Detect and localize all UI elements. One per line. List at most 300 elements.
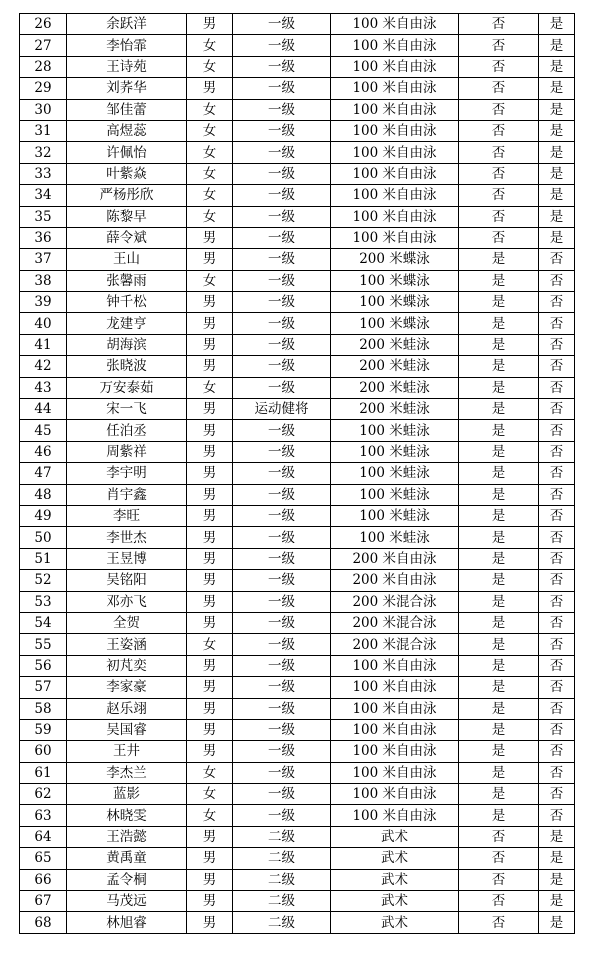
table-row	[20, 399, 575, 420]
cell-name: 李旺	[67, 505, 187, 526]
cell-flag-b: 否	[539, 270, 575, 291]
cell-flag-b: 否	[539, 698, 575, 719]
cell-name: 黄禹童	[67, 848, 187, 869]
cell-event: 100 米自由泳	[331, 120, 459, 141]
cell-number: 66	[20, 869, 67, 890]
cell-name: 张馨雨	[67, 270, 187, 291]
table-row	[20, 484, 575, 505]
cell-level: 一级	[233, 784, 331, 805]
cell-name: 王诗苑	[67, 56, 187, 77]
cell-number: 59	[20, 719, 67, 740]
cell-event: 武术	[331, 869, 459, 890]
cell-event: 100 米蛙泳	[331, 463, 459, 484]
cell-number: 52	[20, 570, 67, 591]
cell-flag-b: 否	[539, 570, 575, 591]
cell-level: 一级	[233, 14, 331, 35]
cell-event: 100 米自由泳	[331, 185, 459, 206]
cell-level: 一级	[233, 719, 331, 740]
document-page	[19, 13, 574, 934]
cell-flag-a: 是	[459, 548, 539, 569]
cell-name: 李杰兰	[67, 762, 187, 783]
cell-name: 全贺	[67, 612, 187, 633]
cell-flag-b: 否	[539, 356, 575, 377]
cell-flag-a: 是	[459, 356, 539, 377]
cell-event: 武术	[331, 891, 459, 912]
cell-sex: 男	[187, 420, 233, 441]
cell-sex: 女	[187, 185, 233, 206]
cell-flag-a: 是	[459, 527, 539, 548]
table-row	[20, 463, 575, 484]
cell-sex: 女	[187, 805, 233, 826]
cell-sex: 男	[187, 655, 233, 676]
table-row	[20, 527, 575, 548]
cell-name: 周紫祥	[67, 441, 187, 462]
cell-sex: 女	[187, 120, 233, 141]
cell-number: 43	[20, 377, 67, 398]
table-row	[20, 120, 575, 141]
cell-level: 一级	[233, 334, 331, 355]
cell-level: 二级	[233, 891, 331, 912]
cell-sex: 女	[187, 634, 233, 655]
cell-flag-a: 是	[459, 698, 539, 719]
cell-level: 一级	[233, 78, 331, 99]
cell-sex: 男	[187, 527, 233, 548]
cell-number: 39	[20, 292, 67, 313]
cell-level: 一级	[233, 612, 331, 633]
table-row	[20, 441, 575, 462]
cell-event: 100 米自由泳	[331, 762, 459, 783]
cell-event: 200 米蝶泳	[331, 249, 459, 270]
table-row	[20, 420, 575, 441]
cell-flag-a: 否	[459, 891, 539, 912]
cell-level: 一级	[233, 505, 331, 526]
cell-flag-b: 否	[539, 484, 575, 505]
cell-flag-a: 是	[459, 249, 539, 270]
cell-name: 王昱博	[67, 548, 187, 569]
cell-flag-a: 是	[459, 719, 539, 740]
cell-level: 一级	[233, 698, 331, 719]
cell-flag-b: 是	[539, 891, 575, 912]
cell-level: 一级	[233, 441, 331, 462]
table-row	[20, 570, 575, 591]
cell-level: 一级	[233, 142, 331, 163]
table-row	[20, 762, 575, 783]
cell-flag-b: 否	[539, 634, 575, 655]
cell-sex: 女	[187, 35, 233, 56]
cell-event: 武术	[331, 848, 459, 869]
cell-level: 二级	[233, 848, 331, 869]
cell-name: 林晓雯	[67, 805, 187, 826]
cell-sex: 女	[187, 163, 233, 184]
cell-event: 100 米自由泳	[331, 99, 459, 120]
cell-sex: 男	[187, 912, 233, 933]
table-row	[20, 869, 575, 890]
cell-number: 28	[20, 56, 67, 77]
table-row	[20, 56, 575, 77]
cell-flag-a: 否	[459, 120, 539, 141]
cell-level: 一级	[233, 677, 331, 698]
cell-number: 64	[20, 826, 67, 847]
cell-sex: 女	[187, 206, 233, 227]
cell-level: 二级	[233, 869, 331, 890]
cell-name: 赵乐翊	[67, 698, 187, 719]
cell-sex: 男	[187, 249, 233, 270]
cell-flag-b: 是	[539, 163, 575, 184]
cell-number: 27	[20, 35, 67, 56]
cell-level: 一级	[233, 35, 331, 56]
cell-name: 王浩懿	[67, 826, 187, 847]
cell-sex: 男	[187, 441, 233, 462]
cell-event: 200 米蛙泳	[331, 356, 459, 377]
cell-flag-a: 是	[459, 292, 539, 313]
cell-flag-a: 是	[459, 484, 539, 505]
cell-flag-a: 是	[459, 805, 539, 826]
cell-name: 严杨彤欣	[67, 185, 187, 206]
cell-level: 一级	[233, 270, 331, 291]
table-row	[20, 35, 575, 56]
cell-flag-b: 否	[539, 612, 575, 633]
cell-event: 武术	[331, 912, 459, 933]
cell-name: 薛令斌	[67, 227, 187, 248]
cell-sex: 男	[187, 227, 233, 248]
cell-event: 100 米自由泳	[331, 14, 459, 35]
cell-level: 一级	[233, 185, 331, 206]
table-row	[20, 227, 575, 248]
cell-number: 61	[20, 762, 67, 783]
cell-flag-b: 否	[539, 719, 575, 740]
cell-event: 100 米蛙泳	[331, 484, 459, 505]
cell-level: 一级	[233, 377, 331, 398]
cell-name: 邹佳蕾	[67, 99, 187, 120]
cell-number: 44	[20, 399, 67, 420]
cell-flag-a: 是	[459, 334, 539, 355]
cell-event: 200 米自由泳	[331, 570, 459, 591]
cell-name: 李怡霏	[67, 35, 187, 56]
cell-number: 49	[20, 505, 67, 526]
cell-event: 100 米自由泳	[331, 655, 459, 676]
cell-flag-a: 否	[459, 206, 539, 227]
cell-flag-b: 是	[539, 912, 575, 933]
cell-sex: 男	[187, 612, 233, 633]
cell-name: 刘荞华	[67, 78, 187, 99]
cell-number: 45	[20, 420, 67, 441]
cell-flag-a: 是	[459, 677, 539, 698]
table-row	[20, 206, 575, 227]
cell-flag-a: 否	[459, 185, 539, 206]
cell-level: 一级	[233, 805, 331, 826]
table-row	[20, 334, 575, 355]
cell-flag-b: 否	[539, 741, 575, 762]
cell-sex: 女	[187, 270, 233, 291]
cell-flag-b: 否	[539, 441, 575, 462]
cell-flag-b: 是	[539, 56, 575, 77]
cell-flag-b: 否	[539, 548, 575, 569]
cell-level: 一级	[233, 548, 331, 569]
cell-event: 100 米蛙泳	[331, 441, 459, 462]
cell-flag-a: 否	[459, 35, 539, 56]
cell-number: 57	[20, 677, 67, 698]
cell-name: 王井	[67, 741, 187, 762]
cell-name: 胡海滨	[67, 334, 187, 355]
cell-event: 200 米混合泳	[331, 591, 459, 612]
cell-flag-a: 是	[459, 270, 539, 291]
cell-flag-b: 是	[539, 99, 575, 120]
cell-name: 吴铭阳	[67, 570, 187, 591]
cell-level: 一级	[233, 206, 331, 227]
cell-sex: 男	[187, 399, 233, 420]
cell-event: 100 米自由泳	[331, 142, 459, 163]
table-row	[20, 505, 575, 526]
cell-level: 一级	[233, 463, 331, 484]
cell-level: 一级	[233, 655, 331, 676]
cell-number: 42	[20, 356, 67, 377]
cell-level: 一级	[233, 420, 331, 441]
cell-name: 余跃洋	[67, 14, 187, 35]
cell-flag-b: 是	[539, 227, 575, 248]
cell-event: 200 米蛙泳	[331, 334, 459, 355]
cell-level: 二级	[233, 826, 331, 847]
cell-name: 叶紫焱	[67, 163, 187, 184]
cell-sex: 男	[187, 78, 233, 99]
cell-sex: 女	[187, 762, 233, 783]
cell-number: 68	[20, 912, 67, 933]
cell-number: 58	[20, 698, 67, 719]
cell-name: 龙建亨	[67, 313, 187, 334]
cell-name: 蓝影	[67, 784, 187, 805]
cell-flag-a: 是	[459, 784, 539, 805]
cell-name: 林旭睿	[67, 912, 187, 933]
cell-flag-b: 是	[539, 78, 575, 99]
cell-event: 100 米自由泳	[331, 163, 459, 184]
cell-sex: 女	[187, 142, 233, 163]
cell-sex: 男	[187, 719, 233, 740]
table-row	[20, 591, 575, 612]
cell-flag-b: 是	[539, 14, 575, 35]
table-row	[20, 634, 575, 655]
cell-name: 李世杰	[67, 527, 187, 548]
table-row	[20, 719, 575, 740]
cell-number: 31	[20, 120, 67, 141]
cell-flag-a: 是	[459, 420, 539, 441]
cell-sex: 女	[187, 377, 233, 398]
cell-name: 初芃奕	[67, 655, 187, 676]
table-row	[20, 313, 575, 334]
cell-event: 100 米蝶泳	[331, 292, 459, 313]
cell-flag-b: 否	[539, 249, 575, 270]
cell-name: 宋一飞	[67, 399, 187, 420]
cell-number: 29	[20, 78, 67, 99]
cell-event: 200 米混合泳	[331, 612, 459, 633]
cell-number: 62	[20, 784, 67, 805]
cell-level: 一级	[233, 120, 331, 141]
cell-flag-a: 否	[459, 14, 539, 35]
cell-flag-b: 是	[539, 120, 575, 141]
cell-flag-a: 否	[459, 56, 539, 77]
cell-name: 许佩怡	[67, 142, 187, 163]
cell-flag-a: 是	[459, 505, 539, 526]
cell-flag-b: 否	[539, 463, 575, 484]
cell-number: 38	[20, 270, 67, 291]
cell-name: 李家豪	[67, 677, 187, 698]
cell-flag-a: 否	[459, 826, 539, 847]
cell-event: 100 米自由泳	[331, 805, 459, 826]
cell-level: 一级	[233, 570, 331, 591]
cell-level: 一级	[233, 591, 331, 612]
cell-name: 李宇明	[67, 463, 187, 484]
cell-flag-a: 否	[459, 163, 539, 184]
cell-sex: 男	[187, 677, 233, 698]
cell-flag-b: 否	[539, 505, 575, 526]
cell-event: 100 米蛙泳	[331, 505, 459, 526]
table-row	[20, 698, 575, 719]
cell-level: 一级	[233, 99, 331, 120]
cell-number: 54	[20, 612, 67, 633]
cell-number: 34	[20, 185, 67, 206]
cell-number: 26	[20, 14, 67, 35]
cell-name: 万安泰茹	[67, 377, 187, 398]
cell-number: 36	[20, 227, 67, 248]
cell-event: 100 米自由泳	[331, 719, 459, 740]
cell-flag-a: 是	[459, 313, 539, 334]
cell-number: 32	[20, 142, 67, 163]
cell-number: 63	[20, 805, 67, 826]
table-row	[20, 741, 575, 762]
table-row	[20, 249, 575, 270]
cell-event: 100 米自由泳	[331, 56, 459, 77]
cell-name: 吴国睿	[67, 719, 187, 740]
table-row	[20, 99, 575, 120]
cell-flag-b: 否	[539, 655, 575, 676]
athlete-roster-table	[19, 13, 575, 934]
cell-event: 100 米自由泳	[331, 698, 459, 719]
cell-sex: 男	[187, 698, 233, 719]
cell-number: 67	[20, 891, 67, 912]
cell-flag-b: 是	[539, 185, 575, 206]
cell-level: 一级	[233, 163, 331, 184]
cell-level: 二级	[233, 912, 331, 933]
cell-sex: 女	[187, 56, 233, 77]
table-row	[20, 548, 575, 569]
cell-name: 邓亦飞	[67, 591, 187, 612]
cell-flag-a: 否	[459, 869, 539, 890]
cell-flag-a: 是	[459, 463, 539, 484]
cell-flag-a: 否	[459, 142, 539, 163]
cell-sex: 男	[187, 826, 233, 847]
cell-event: 100 米自由泳	[331, 677, 459, 698]
table-row	[20, 270, 575, 291]
table-row	[20, 677, 575, 698]
cell-number: 40	[20, 313, 67, 334]
cell-flag-a: 是	[459, 377, 539, 398]
cell-name: 钟千松	[67, 292, 187, 313]
table-body	[20, 14, 575, 934]
table-row	[20, 848, 575, 869]
cell-flag-a: 是	[459, 762, 539, 783]
cell-event: 200 米蛙泳	[331, 399, 459, 420]
cell-level: 一级	[233, 634, 331, 655]
table-row	[20, 163, 575, 184]
cell-flag-a: 是	[459, 612, 539, 633]
cell-level: 一级	[233, 292, 331, 313]
cell-flag-b: 否	[539, 377, 575, 398]
cell-sex: 男	[187, 356, 233, 377]
cell-number: 33	[20, 163, 67, 184]
cell-number: 56	[20, 655, 67, 676]
cell-number: 55	[20, 634, 67, 655]
cell-level: 运动健将	[233, 399, 331, 420]
cell-sex: 男	[187, 548, 233, 569]
cell-number: 41	[20, 334, 67, 355]
cell-flag-b: 否	[539, 677, 575, 698]
cell-event: 200 米混合泳	[331, 634, 459, 655]
cell-flag-b: 是	[539, 35, 575, 56]
cell-name: 陈黎早	[67, 206, 187, 227]
cell-event: 100 米蝶泳	[331, 270, 459, 291]
cell-flag-b: 否	[539, 591, 575, 612]
cell-event: 200 米自由泳	[331, 548, 459, 569]
cell-number: 30	[20, 99, 67, 120]
cell-flag-a: 是	[459, 441, 539, 462]
table-row	[20, 784, 575, 805]
cell-flag-a: 是	[459, 655, 539, 676]
cell-name: 王姿涵	[67, 634, 187, 655]
table-row	[20, 292, 575, 313]
cell-sex: 男	[187, 505, 233, 526]
cell-flag-a: 否	[459, 99, 539, 120]
cell-flag-b: 是	[539, 826, 575, 847]
cell-sex: 男	[187, 741, 233, 762]
cell-number: 35	[20, 206, 67, 227]
cell-number: 51	[20, 548, 67, 569]
cell-level: 一级	[233, 741, 331, 762]
cell-event: 100 米自由泳	[331, 227, 459, 248]
cell-event: 100 米蛙泳	[331, 527, 459, 548]
cell-flag-b: 否	[539, 399, 575, 420]
cell-sex: 女	[187, 784, 233, 805]
cell-sex: 男	[187, 591, 233, 612]
table-row	[20, 826, 575, 847]
cell-event: 200 米蛙泳	[331, 377, 459, 398]
cell-sex: 男	[187, 570, 233, 591]
cell-name: 肖宇鑫	[67, 484, 187, 505]
cell-flag-a: 否	[459, 227, 539, 248]
cell-sex: 男	[187, 463, 233, 484]
cell-flag-b: 是	[539, 206, 575, 227]
cell-flag-a: 否	[459, 78, 539, 99]
table-row	[20, 912, 575, 933]
cell-sex: 男	[187, 484, 233, 505]
cell-flag-b: 是	[539, 869, 575, 890]
cell-sex: 男	[187, 334, 233, 355]
table-row	[20, 142, 575, 163]
cell-level: 一级	[233, 56, 331, 77]
cell-flag-a: 是	[459, 634, 539, 655]
cell-flag-b: 否	[539, 805, 575, 826]
cell-level: 一级	[233, 356, 331, 377]
cell-event: 100 米自由泳	[331, 78, 459, 99]
cell-level: 一级	[233, 527, 331, 548]
cell-flag-b: 否	[539, 784, 575, 805]
cell-name: 张晓波	[67, 356, 187, 377]
cell-sex: 男	[187, 292, 233, 313]
cell-number: 53	[20, 591, 67, 612]
cell-flag-b: 否	[539, 292, 575, 313]
cell-flag-a: 是	[459, 570, 539, 591]
table-row	[20, 377, 575, 398]
cell-name: 马茂远	[67, 891, 187, 912]
cell-flag-b: 是	[539, 848, 575, 869]
cell-sex: 女	[187, 99, 233, 120]
